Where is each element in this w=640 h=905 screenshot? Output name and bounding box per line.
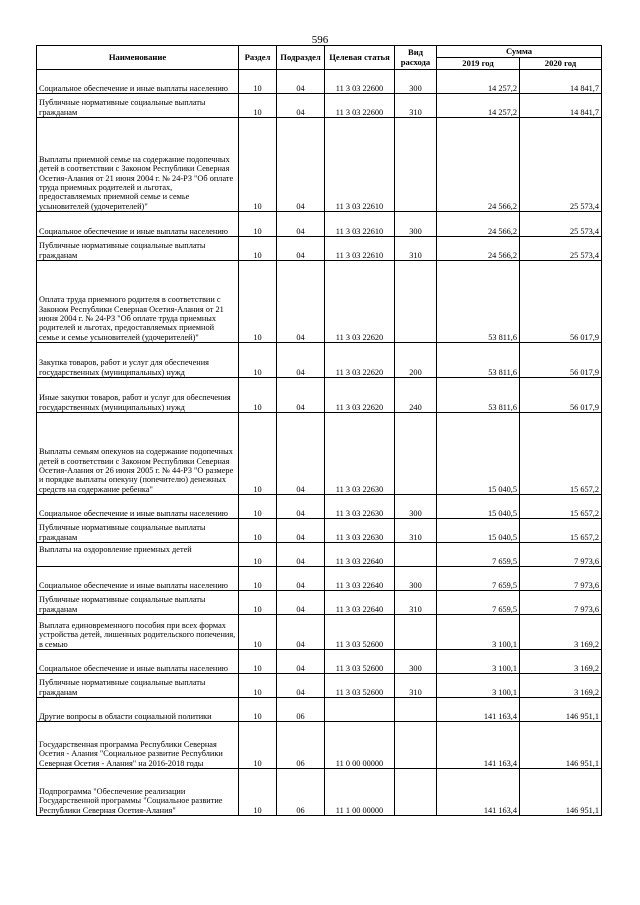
table-row — [37, 615, 602, 650]
row-kind: 310 — [395, 674, 437, 698]
table-row — [37, 94, 602, 118]
row-kind: 300 — [395, 567, 437, 591]
row-razdel: 10 — [239, 519, 277, 543]
row-2020: 15 657,2 — [520, 519, 602, 543]
row-2019: 7 659,5 — [437, 567, 520, 591]
row-podrazdel: 04 — [277, 343, 325, 378]
row-podrazdel: 04 — [277, 118, 325, 212]
row-2019: 24 566,2 — [437, 212, 520, 237]
row-kind: 310 — [395, 591, 437, 615]
row-kind: 310 — [395, 94, 437, 118]
row-name: Социальное обеспечение и иные выплаты населению — [37, 650, 239, 674]
row-name: Закупка товаров, работ и услуг для обеспечения государственных (муниципальных) нужд — [37, 343, 239, 378]
row-2019: 15 040,5 — [437, 413, 520, 495]
row-kind — [395, 698, 437, 722]
row-2019: 14 257,2 — [437, 70, 520, 94]
table-row — [37, 212, 602, 237]
row-razdel: 10 — [239, 698, 277, 722]
row-name: Выплата единовременного пособия при всех формах устройства детей, лишенных родительского попечения, в семью — [37, 615, 239, 650]
row-2019: 15 040,5 — [437, 495, 520, 519]
row-2020: 3 169,2 — [520, 615, 602, 650]
row-2020: 146 951,1 — [520, 722, 602, 769]
row-name: Выплаты семьям опекунов на содержание подопечных детей в соответствии с Законом Республики Северная Осетия-Алания от 26 июня 2005 г. № 44-РЗ "О размере и порядке выплаты опекуну (попечителю) денежных средств на содержание ребенка" — [37, 413, 239, 495]
row-article: 11 3 03 52600 — [325, 615, 395, 650]
budget-table — [36, 45, 602, 816]
row-podrazdel: 06 — [277, 722, 325, 769]
table-row — [37, 237, 602, 261]
row-2019: 7 659,5 — [437, 543, 520, 567]
row-podrazdel: 04 — [277, 495, 325, 519]
header-2020: 2020 год — [520, 58, 602, 70]
row-name: Публичные нормативные социальные выплаты гражданам — [37, 519, 239, 543]
row-2020: 25 573,4 — [520, 212, 602, 237]
row-razdel: 10 — [239, 237, 277, 261]
row-article — [325, 698, 395, 722]
row-name: Выплаты на оздоровление приемных детей — [37, 543, 239, 567]
row-kind — [395, 722, 437, 769]
row-article: 11 3 03 22610 — [325, 237, 395, 261]
row-razdel: 10 — [239, 543, 277, 567]
row-razdel: 10 — [239, 413, 277, 495]
row-article: 11 3 03 22620 — [325, 343, 395, 378]
row-podrazdel: 04 — [277, 615, 325, 650]
row-podrazdel: 06 — [277, 698, 325, 722]
row-kind: 300 — [395, 70, 437, 94]
row-kind: 310 — [395, 237, 437, 261]
row-article: 11 3 03 22610 — [325, 118, 395, 212]
row-2019: 53 811,6 — [437, 378, 520, 413]
row-razdel: 10 — [239, 769, 277, 816]
row-article: 11 3 03 22630 — [325, 413, 395, 495]
row-podrazdel: 04 — [277, 212, 325, 237]
header-2019: 2019 год — [437, 58, 520, 70]
table-row — [37, 413, 602, 495]
row-name: Подпрограмма "Обеспечение реализации Государственной программы "Социальное развитие Республики Северная Осетия-Алания" — [37, 769, 239, 816]
row-2019: 24 566,2 — [437, 237, 520, 261]
row-kind — [395, 543, 437, 567]
table-row — [37, 567, 602, 591]
row-name: Публичные нормативные социальные выплаты гражданам — [37, 237, 239, 261]
header-kind: Вид расхода — [395, 46, 437, 70]
table-row — [37, 769, 602, 816]
row-podrazdel: 04 — [277, 261, 325, 343]
row-kind: 200 — [395, 343, 437, 378]
header-name: Наименование — [37, 46, 239, 70]
row-kind: 300 — [395, 650, 437, 674]
row-name: Государственная программа Республики Северная Осетия - Алания "Социальное развитие Республики Северная Осетия - Алания" на 2016-2018 годы — [37, 722, 239, 769]
row-name: Социальное обеспечение и иные выплаты населению — [37, 567, 239, 591]
row-2020: 56 017,9 — [520, 343, 602, 378]
row-2019: 3 100,1 — [437, 650, 520, 674]
row-2019: 14 257,2 — [437, 94, 520, 118]
row-2019: 141 163,4 — [437, 769, 520, 816]
row-article: 11 3 03 22600 — [325, 70, 395, 94]
table-row — [37, 650, 602, 674]
page-number: 596 — [311, 34, 329, 46]
table-row — [37, 674, 602, 698]
row-2020: 3 169,2 — [520, 674, 602, 698]
row-article: 11 1 00 00000 — [325, 769, 395, 816]
row-name: Другие вопросы в области социальной политики — [37, 698, 239, 722]
table-header — [37, 46, 602, 70]
row-kind — [395, 769, 437, 816]
table-row — [37, 343, 602, 378]
row-podrazdel: 04 — [277, 237, 325, 261]
row-podrazdel: 04 — [277, 591, 325, 615]
row-razdel: 10 — [239, 118, 277, 212]
row-name: Оплата труда приемного родителя в соответствии с Законом Республики Северная Осетия-Алания от 21 июня 2004 г. № 24-РЗ "Об оплате труда приемных родителей и льготах, предоставляемых приемной семье и семье усыновителей (удочерителей)" — [37, 261, 239, 343]
table-row — [37, 698, 602, 722]
row-article: 11 0 00 00000 — [325, 722, 395, 769]
table-row — [37, 722, 602, 769]
row-podrazdel: 04 — [277, 674, 325, 698]
row-podrazdel: 04 — [277, 413, 325, 495]
row-name: Публичные нормативные социальные выплаты гражданам — [37, 674, 239, 698]
row-article: 11 3 03 22600 — [325, 94, 395, 118]
row-name: Выплаты приемной семье на содержание подопечных детей в соответствии с Законом Республики Северная Осетия-Алания от 21 июня 2004 г. № 24-РЗ "Об оплате труда приемных родителей и льготах, предоставляемых приемной семье и семье усыновителей (удочерителей)" — [37, 118, 239, 212]
row-podrazdel: 04 — [277, 567, 325, 591]
table-row — [37, 495, 602, 519]
row-2020: 56 017,9 — [520, 378, 602, 413]
row-podrazdel: 06 — [277, 769, 325, 816]
row-name: Социальное обеспечение и иные выплаты населению — [37, 70, 239, 94]
row-article: 11 3 03 52600 — [325, 650, 395, 674]
row-razdel: 10 — [239, 378, 277, 413]
table-body — [37, 70, 602, 816]
row-name: Публичные нормативные социальные выплаты гражданам — [37, 94, 239, 118]
row-2020: 25 573,4 — [520, 237, 602, 261]
row-kind — [395, 615, 437, 650]
row-razdel: 10 — [239, 495, 277, 519]
row-razdel: 10 — [239, 94, 277, 118]
row-2020: 3 169,2 — [520, 650, 602, 674]
row-article: 11 3 03 22610 — [325, 212, 395, 237]
row-2020: 15 657,2 — [520, 495, 602, 519]
row-2020: 7 973,6 — [520, 543, 602, 567]
row-article: 11 3 03 22640 — [325, 567, 395, 591]
row-2020: 25 573,4 — [520, 118, 602, 212]
row-2019: 53 811,6 — [437, 261, 520, 343]
row-2020: 14 841,7 — [520, 94, 602, 118]
table-row — [37, 261, 602, 343]
table-row — [37, 118, 602, 212]
row-kind — [395, 413, 437, 495]
row-article: 11 3 03 22620 — [325, 378, 395, 413]
row-article: 11 3 03 52600 — [325, 674, 395, 698]
row-2019: 3 100,1 — [437, 615, 520, 650]
row-2020: 56 017,9 — [520, 261, 602, 343]
row-podrazdel: 04 — [277, 94, 325, 118]
row-razdel: 10 — [239, 591, 277, 615]
row-2020: 15 657,2 — [520, 413, 602, 495]
row-2020: 146 951,1 — [520, 698, 602, 722]
row-podrazdel: 04 — [277, 543, 325, 567]
row-razdel: 10 — [239, 615, 277, 650]
row-razdel: 10 — [239, 722, 277, 769]
row-article: 11 3 03 22630 — [325, 519, 395, 543]
table-row — [37, 70, 602, 94]
row-kind: 300 — [395, 495, 437, 519]
row-2019: 24 566,2 — [437, 118, 520, 212]
row-name: Публичные нормативные социальные выплаты гражданам — [37, 591, 239, 615]
row-kind: 300 — [395, 212, 437, 237]
row-podrazdel: 04 — [277, 519, 325, 543]
row-kind: 240 — [395, 378, 437, 413]
row-razdel: 10 — [239, 70, 277, 94]
row-2020: 14 841,7 — [520, 70, 602, 94]
row-2020: 7 973,6 — [520, 567, 602, 591]
row-2019: 53 811,6 — [437, 343, 520, 378]
header-razdel: Раздел — [239, 46, 277, 70]
row-razdel: 10 — [239, 650, 277, 674]
row-2019: 141 163,4 — [437, 698, 520, 722]
row-razdel: 10 — [239, 567, 277, 591]
row-article: 11 3 03 22630 — [325, 495, 395, 519]
table-row — [37, 519, 602, 543]
row-2020: 7 973,6 — [520, 591, 602, 615]
row-razdel: 10 — [239, 674, 277, 698]
table-row — [37, 543, 602, 567]
header-article: Целевая статья — [325, 46, 395, 70]
row-kind: 310 — [395, 519, 437, 543]
header-sum: Сумма — [437, 46, 602, 58]
row-razdel: 10 — [239, 212, 277, 237]
row-kind — [395, 118, 437, 212]
row-kind — [395, 261, 437, 343]
row-2020: 146 951,1 — [520, 769, 602, 816]
row-article: 11 3 03 22620 — [325, 261, 395, 343]
row-article: 11 3 03 22640 — [325, 591, 395, 615]
row-2019: 15 040,5 — [437, 519, 520, 543]
table-row — [37, 378, 602, 413]
row-podrazdel: 04 — [277, 378, 325, 413]
row-2019: 3 100,1 — [437, 674, 520, 698]
row-name: Иные закупки товаров, работ и услуг для обеспечения государственных (муниципальных) нужд — [37, 378, 239, 413]
row-razdel: 10 — [239, 261, 277, 343]
row-name: Социальное обеспечение и иные выплаты населению — [37, 212, 239, 237]
row-podrazdel: 04 — [277, 70, 325, 94]
row-2019: 7 659,5 — [437, 591, 520, 615]
row-razdel: 10 — [239, 343, 277, 378]
header-podrazdel: Подраздел — [277, 46, 325, 70]
row-podrazdel: 04 — [277, 650, 325, 674]
table-row — [37, 591, 602, 615]
row-article: 11 3 03 22640 — [325, 543, 395, 567]
row-2019: 141 163,4 — [437, 722, 520, 769]
row-name: Социальное обеспечение и иные выплаты населению — [37, 495, 239, 519]
